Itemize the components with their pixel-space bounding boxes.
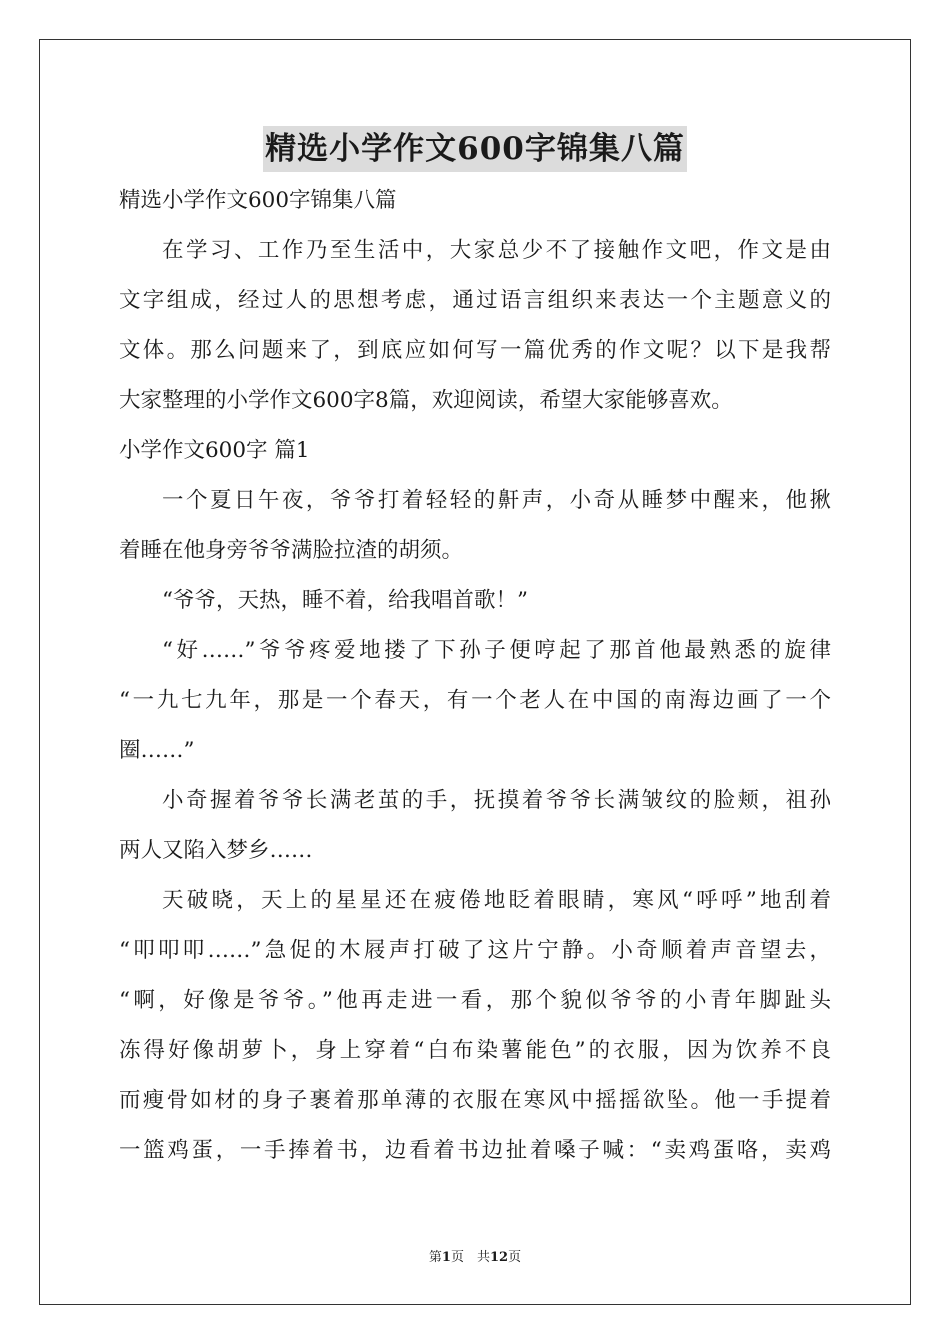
paragraph-line: “叩叩叩……”急促的木屐声打破了这片宁静。小奇顺着声音望去， [119,938,831,963]
intro-line: 在学习、工作乃至生活中，大家总少不了接触作文吧，作文是由 [162,238,831,263]
paragraph-line: “爷爷，天热，睡不着，给我唱首歌！” [162,588,528,613]
footer-suffix: 页 [508,1250,522,1265]
section-heading: 小学作文600字 篇1 [119,438,310,463]
intro-line: 大家整理的小学作文600字8篇，欢迎阅读，希望大家能够喜欢。 [119,388,733,413]
paragraph-line: “啊，好像是爷爷。”他再走进一看，那个貌似爷爷的小青年脚趾头 [119,988,831,1013]
paragraph-line: 冻得好像胡萝卜，身上穿着“白布染薯能色”的衣服，因为饮养不良 [119,1038,831,1063]
document-title [0,126,950,172]
intro-line: 文字组成，经过人的思想考虑，通过语言组织来表达一个主题意义的 [119,288,831,313]
title-text: 精选小学作文600字锦集八篇 [263,126,687,172]
paragraph-line: 小奇握着爷爷长满老茧的手，抚摸着爷爷长满皱纹的脸颊，祖孙 [162,788,831,813]
subtitle: 精选小学作文600字锦集八篇 [119,188,397,213]
paragraph-line: “一九七九年，那是一个春天，有一个老人在中国的南海边画了一个 [119,688,831,713]
document-body [119,176,831,1176]
paragraph-line: 两人又陷入梦乡…… [119,838,313,863]
page-footer [0,1246,950,1265]
paragraph-line: 着睡在他身旁爷爷满脸拉渣的胡须。 [119,538,464,563]
total-pages-number: 12 [489,1250,509,1265]
paragraph-line: 圈……” [119,738,195,763]
paragraph-line: “好……”爷爷疼爱地搂了下孙子便哼起了那首他最熟悉的旋律 [162,638,831,663]
intro-line: 文体。那么问题来了，到底应如何写一篇优秀的作文呢？以下是我帮 [119,338,831,363]
footer-mid: 页 共 [450,1250,490,1265]
paragraph-line: 一篮鸡蛋，一手捧着书，边看着书边扯着嗓子喊：“卖鸡蛋咯，卖鸡 [119,1138,831,1163]
paragraph-line: 而瘦骨如材的身子裹着那单薄的衣服在寒风中摇摇欲坠。他一手提着 [119,1088,831,1113]
footer-prefix: 第 [428,1250,442,1265]
current-page-number: 1 [441,1250,451,1265]
paragraph-line: 天破晓，天上的星星还在疲倦地眨着眼睛，寒风“呼呼”地刮着 [162,888,831,913]
paragraph-line: 一个夏日午夜，爷爷打着轻轻的鼾声，小奇从睡梦中醒来，他揪 [162,488,831,513]
